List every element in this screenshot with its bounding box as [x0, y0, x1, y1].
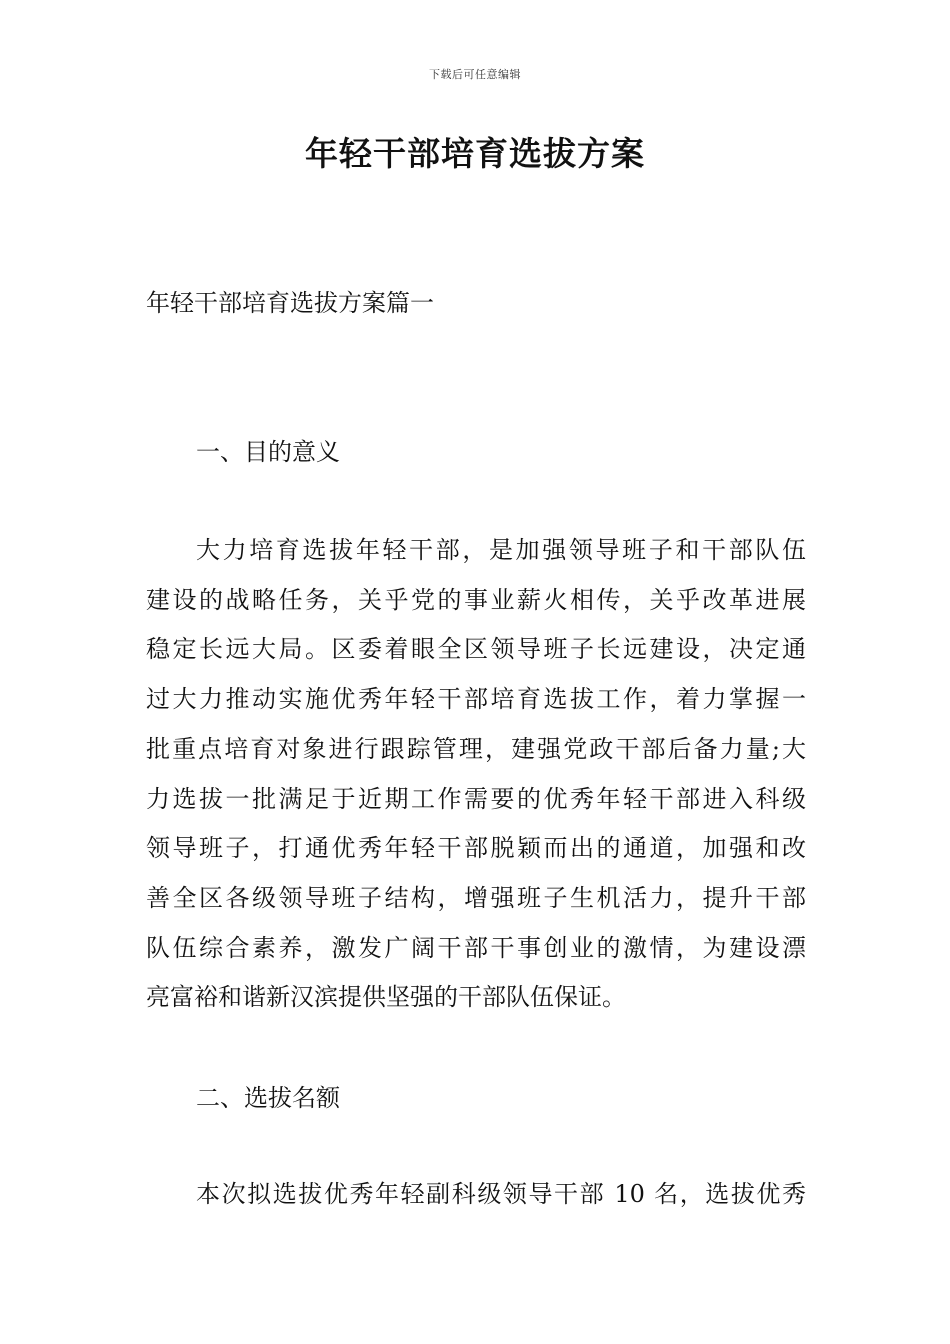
paragraph-line: 力选拔一批满足于近期工作需要的优秀年轻干部进入科级 — [146, 784, 806, 813]
paragraph-line: 队伍综合素养，激发广阔干部干事创业的激情，为建设漂 — [146, 933, 806, 962]
paragraph-line: 批重点培育对象进行跟踪管理，建强党政干部后备力量;大 — [146, 734, 806, 763]
paragraph-line: 亮富裕和谐新汉滨提供坚强的干部队伍保证。 — [146, 983, 626, 1012]
paragraph-line: 善全区各级领导班子结构，增强班子生机活力，提升干部 — [146, 883, 806, 912]
paragraph-line: 本次拟选拔优秀年轻副科级领导干部 10 名，选拔优秀 — [196, 1180, 806, 1208]
section-paragraph-purpose — [146, 526, 806, 1023]
paragraph-line: 领导班子，打通优秀年轻干部脱颖而出的通道，加强和改 — [146, 834, 806, 863]
document-title: 年轻干部培育选拔方案 — [305, 134, 645, 173]
paragraph-line: 过大力推动实施优秀年轻干部培育选拔工作，着力掌握一 — [146, 685, 806, 714]
section-heading-purpose: 一、目的意义 — [196, 438, 340, 466]
paragraph-line: 大力培育选拔年轻干部，是加强领导班子和干部队伍 — [196, 536, 806, 564]
paragraph-line: 建设的战略任务，关乎党的事业薪火相传，关乎改革进展 — [146, 585, 806, 614]
section-heading-quota: 二、选拔名额 — [196, 1084, 340, 1112]
paragraph-line: 稳定长远大局。区委着眼全区领导班子长远建设，决定通 — [146, 635, 806, 664]
document-subtitle: 年轻干部培育选拔方案篇一 — [146, 289, 434, 317]
header-note: 下载后可任意编辑 — [429, 68, 521, 81]
section-paragraph-quota — [146, 1170, 806, 1220]
